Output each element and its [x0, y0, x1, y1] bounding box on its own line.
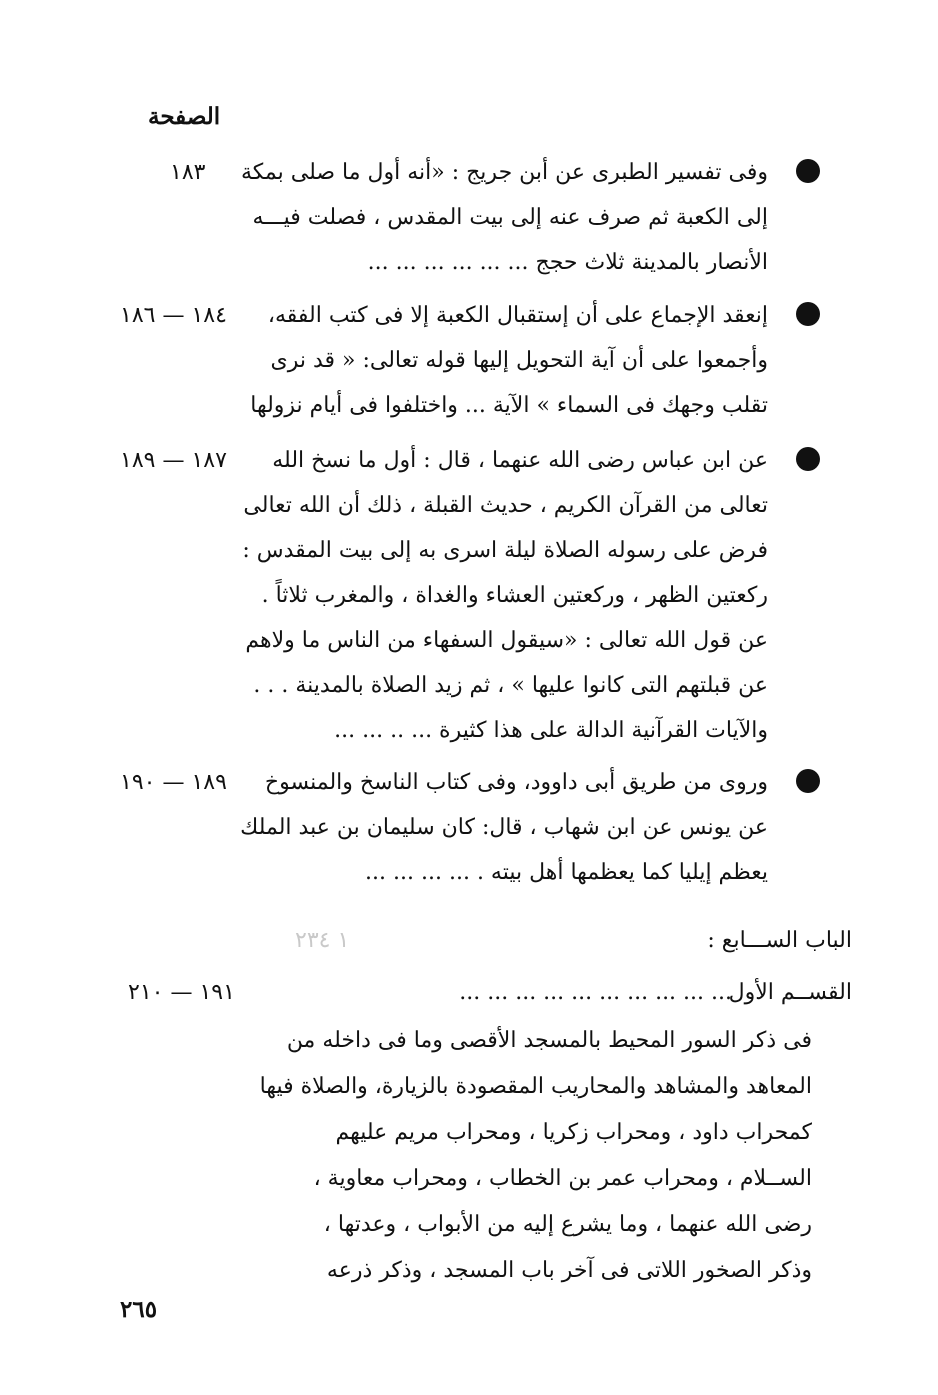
section-line: فى ذكر السور المحيط بالمسجد الأقصى وما فى داخله من — [286, 1028, 812, 1053]
entry-text — [242, 438, 768, 753]
section-title: القســم الأول — [728, 980, 852, 1005]
chapter-heading: الباب الســـابع : — [707, 928, 852, 953]
entry-page-range: ١٨٣ — [170, 160, 206, 185]
entry-page-range: ١٨٩ — ١٩٠ — [120, 770, 227, 795]
entry-line: عن قبلتهم التى كانوا عليها » ، ثم زيد الصلاة بالمدينة . . . — [253, 673, 768, 698]
entry-line: يعظم إيليا كما يعظمها أهل بيته . ... ... ... ... — [365, 860, 768, 885]
faint-stray-text: ١ ٢٣٤ — [295, 928, 350, 953]
entry-line: وفى تفسير الطبرى عن أبن جريج : «أنه أول ما صلى بمكة — [240, 160, 768, 185]
entry-page-range: ١٨٤ — ١٨٦ — [120, 303, 227, 328]
entry-line: ركعتين الظهر ، وركعتين العشاء والغداة ، والمغرب ثلاثاً . — [261, 583, 768, 608]
entry-line: تعالى من القرآن الكريم ، حديث القبلة ، ذلك أن الله تعالى — [243, 493, 768, 518]
page-column-header: الصفحة — [148, 103, 221, 130]
bullet-icon — [796, 769, 820, 793]
entry-line: إنعقد الإجماع على أن إستقبال الكعبة إلا فى كتب الفقه، — [267, 303, 768, 328]
entry-line: وروى من طريق أبى داوود، وفى كتاب الناسخ والمنسوخ — [264, 770, 768, 795]
section-line: كمحراب داود ، ومحراب زكريا ، ومحراب مريم عليهم — [335, 1120, 812, 1145]
section-line: رضى الله عنهما ، وما يشرع إليه من الأبواب ، وعدتها ، — [323, 1212, 812, 1237]
entry-text — [248, 293, 768, 428]
section-description — [259, 1018, 812, 1294]
bullet-icon — [796, 302, 820, 326]
section-page-range: ١٩١ — ٢١٠ — [128, 980, 235, 1005]
entry-line: عن يونس عن ابن شهاب ، قال: كان سليمان بن عبد الملك — [240, 815, 768, 840]
section-leader-dots: ... ... ... ... ... ... ... ... ... ... — [459, 980, 732, 1005]
entry-line: فرض على رسوله الصلاة ليلة اسرى به إلى بيت المقدس : — [242, 538, 768, 563]
entry-line: عن ابن عباس رضى الله عنهما ، قال : أول ما نسخ الله — [272, 448, 768, 473]
section-line: المعاهد والمشاهد والمحاريب المقصودة بالزيارة، والصلاة فيها — [259, 1074, 812, 1099]
page-number: ٢٦٥ — [120, 1296, 158, 1323]
section-line: الســلام ، ومحراب عمر بن الخطاب ، ومحراب معاوية ، — [313, 1166, 812, 1191]
bullet-icon — [796, 447, 820, 471]
entry-line: إلى الكعبة ثم صرف عنه إلى بيت المقدس ، فصلت فيـــه — [252, 205, 768, 230]
entry-line: وأجمعوا على أن آية التحويل إليها قوله تعالى: « قد نرى — [270, 348, 768, 373]
section-line: وذكر الصخور اللاتى فى آخر باب المسجد ، وذكر ذرعه — [326, 1258, 812, 1283]
section-heading-row — [128, 970, 852, 1015]
entry-page-range: ١٨٧ — ١٨٩ — [120, 448, 227, 473]
entry-line: والآيات القرآنية الدالة على هذا كثيرة ... .. ... ... — [334, 718, 768, 743]
entry-line: الأنصار بالمدينة ثلاث حجج ... ... ... ... ... ... — [367, 250, 768, 275]
entry-text — [240, 150, 768, 285]
entry-line: عن قول الله تعالى : «سيقول السفهاء من الناس ما ولاهم — [245, 628, 768, 653]
entry-line: تقلب وجهك فى السماء » الآية ... واختلفوا فى أيام نزولها — [250, 393, 768, 418]
entry-text — [240, 760, 768, 895]
bullet-icon — [796, 159, 820, 183]
